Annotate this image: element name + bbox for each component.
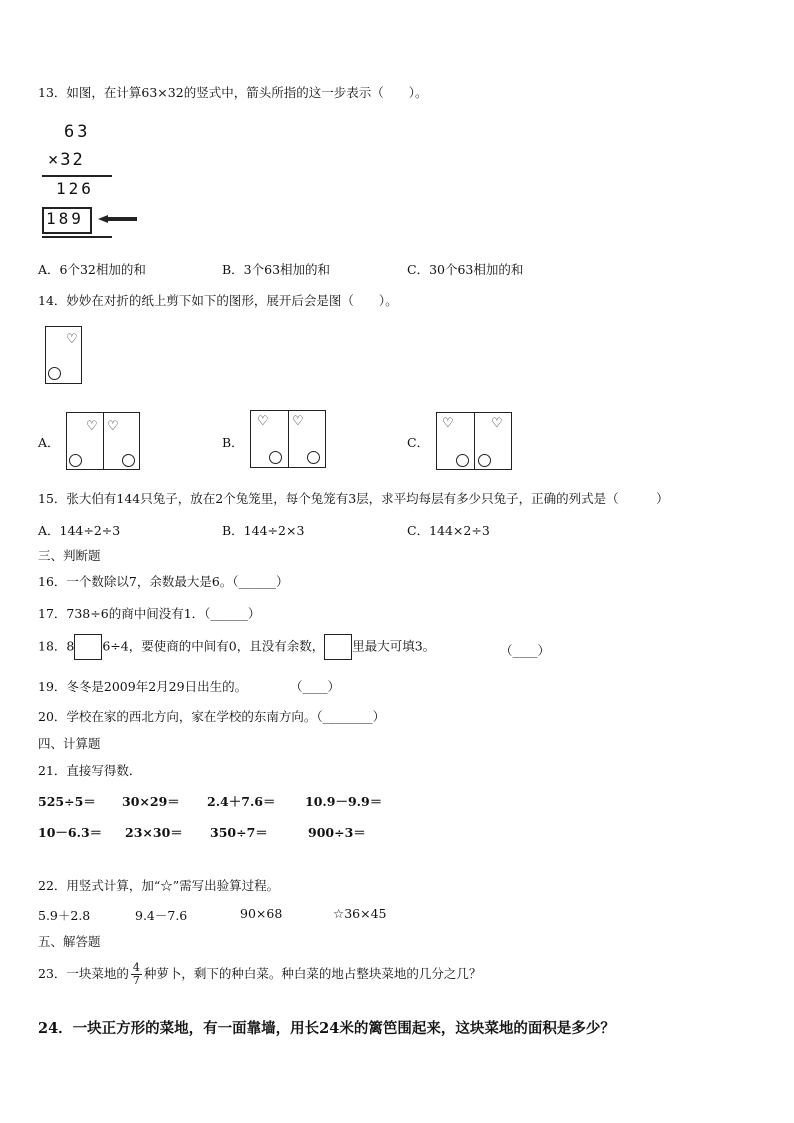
heart-icon: ♡ bbox=[107, 419, 119, 434]
circle-icon bbox=[478, 454, 491, 467]
q22-item: 9.4－7.6 bbox=[135, 908, 188, 923]
q21-item: 30×29＝ bbox=[122, 794, 180, 809]
q21-item: 10－6.3＝ bbox=[38, 825, 103, 840]
q14-option-b-figure bbox=[250, 410, 326, 468]
q13-fig-rule-1 bbox=[42, 175, 112, 177]
q14-option-a-figure bbox=[66, 412, 140, 470]
q23-question bbox=[38, 962, 481, 987]
q15-question: 15．张大伯有144只兔子，放在2个兔笼里，每个兔笼有3层，求平均每层有多少只兔子，正确的列式是（ ） bbox=[38, 491, 669, 506]
q13-option-c: C．30个63相加的和 bbox=[407, 262, 524, 277]
q13-fig-multiplicand: 63 bbox=[64, 122, 91, 142]
heart-icon: ♡ bbox=[442, 416, 454, 431]
q21-question: 21．直接写得数． bbox=[38, 763, 142, 778]
section-heading-judgement: 三、判断题 bbox=[38, 548, 101, 563]
q13-question: 13．如图，在计算63×32的竖式中，箭头所指的这一步表示（ ）。 bbox=[38, 85, 428, 100]
q23-prefix: 23．一块菜地的 bbox=[38, 966, 129, 981]
q14-option-c-figure bbox=[436, 412, 512, 470]
fraction-numerator: 4 bbox=[132, 961, 140, 974]
q22-item: 5.9＋2.8 bbox=[38, 908, 91, 923]
q24-question: 24．一块正方形的菜地，有一面靠墙，用长24米的篱笆围起来，这块菜地的面积是多少？ bbox=[38, 1020, 615, 1037]
q14-folded-paper bbox=[45, 326, 82, 384]
heart-icon: ♡ bbox=[292, 414, 304, 429]
fraction-denominator: 7 bbox=[132, 974, 140, 987]
q13-fig-rule-2 bbox=[42, 236, 112, 238]
arrow-left-icon bbox=[98, 217, 138, 221]
q18-answer-blank: （____） bbox=[500, 643, 551, 658]
q13-option-a: A．6个32相加的和 bbox=[38, 262, 146, 277]
q14-question: 14．妙妙在对折的纸上剪下如下的图形，展开后会是图（ ）。 bbox=[38, 293, 398, 308]
q23-suffix: 种萝卜，剩下的种白菜。种白菜的地占整块菜地的几分之几？ bbox=[143, 966, 482, 981]
q15-option-a: A．144÷2÷3 bbox=[38, 523, 121, 538]
circle-icon bbox=[69, 454, 82, 467]
q20-question: 20．学校在家的西北方向，家在学校的东南方向。（________） bbox=[38, 709, 386, 724]
heart-icon: ♡ bbox=[66, 332, 78, 347]
q13-figure bbox=[36, 120, 146, 245]
q17-question: 17．738÷6的商中间没有1．（______） bbox=[38, 606, 261, 621]
q13-fig-multiplier: ×32 bbox=[48, 150, 85, 170]
q22-item: 90×68 bbox=[240, 906, 283, 921]
q13-fig-partial-2: 189 bbox=[46, 209, 84, 228]
q19-answer-blank: （____） bbox=[290, 679, 341, 694]
q21-item: 525÷5＝ bbox=[38, 794, 96, 809]
q14-option-b-label: B． bbox=[222, 435, 244, 450]
q15-option-c: C．144×2÷3 bbox=[407, 523, 490, 538]
q13-option-b: B．3个63相加的和 bbox=[222, 262, 331, 277]
circle-icon bbox=[122, 454, 135, 467]
circle-icon bbox=[48, 367, 61, 380]
heart-icon: ♡ bbox=[86, 419, 98, 434]
circle-icon bbox=[456, 454, 469, 467]
q21-item: 23×30＝ bbox=[125, 825, 183, 840]
q22-item: ☆36×45 bbox=[333, 906, 387, 921]
q18-question bbox=[38, 634, 435, 660]
q14-option-a-label: A． bbox=[38, 435, 60, 450]
q18-mid: 6÷4，要使商的中间有0，且没有余数， bbox=[102, 638, 325, 654]
q21-item: 10.9－9.9＝ bbox=[305, 794, 383, 809]
q15-option-b: B．144÷2×3 bbox=[222, 523, 305, 538]
circle-icon bbox=[307, 451, 320, 464]
q21-item: 2.4＋7.6＝ bbox=[207, 794, 276, 809]
q18-blank-box-2 bbox=[324, 634, 352, 660]
q18-blank-box bbox=[74, 634, 102, 660]
q14-option-c-label: C． bbox=[407, 435, 430, 450]
heart-icon: ♡ bbox=[491, 416, 503, 431]
q21-item: 900÷3＝ bbox=[308, 825, 366, 840]
q18-suffix: 里最大可填3。 bbox=[352, 638, 436, 654]
q13-fig-partial-1: 126 bbox=[56, 179, 94, 198]
q21-item: 350÷7＝ bbox=[210, 825, 268, 840]
fraction bbox=[131, 962, 142, 987]
q16-question: 16．一个数除以7，余数最大是6。（______） bbox=[38, 574, 289, 589]
heart-icon: ♡ bbox=[257, 414, 269, 429]
section-heading-calculation: 四、计算题 bbox=[38, 736, 101, 751]
section-heading-word-problems: 五、解答题 bbox=[38, 934, 101, 949]
q22-question: 22．用竖式计算，加“☆”需写出验算过程。 bbox=[38, 878, 280, 893]
circle-icon bbox=[269, 451, 282, 464]
q19-question: 19．冬冬是2009年2月29日出生的。 bbox=[38, 679, 248, 694]
q18-prefix: 18．8 bbox=[38, 638, 75, 654]
